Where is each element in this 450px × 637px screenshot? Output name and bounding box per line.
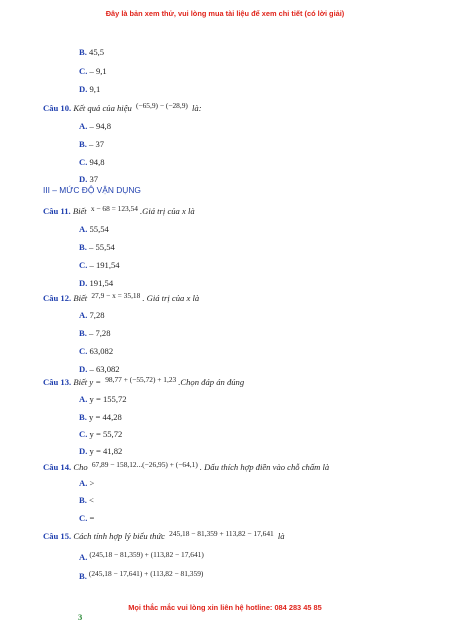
answer-option-a [79,121,111,131]
question-15 [43,531,285,541]
option-math: (245,18 − 81,359) + (113,82 − 17,641) [89,550,204,559]
option-text: 55,54 [87,224,109,234]
option-text: y = 55,72 [87,429,123,439]
question-label: Câu 11. [43,206,71,216]
option-label: A. [79,310,88,320]
question-text-end: là: [189,103,202,113]
question-math: 67,89 − 158,12...(−26,95) + (−64,1) [91,460,198,469]
option-text: 7,28 [87,310,105,320]
question-text: Biết y = [71,377,104,387]
question-text-end: .Giá trị của x là [139,206,195,216]
option-label: B. [79,328,87,338]
option-label: B. [79,47,87,57]
option-label: C. [79,429,88,439]
option-label: C. [79,513,88,523]
option-label: C. [79,66,88,76]
answer-option-d [79,364,120,374]
option-label: A. [79,121,88,131]
answer-option-d [79,278,113,288]
option-label: B. [79,412,87,422]
option-label: D. [79,174,88,184]
option-text: – 191,54 [87,260,120,270]
option-text: 94,8 [87,157,105,167]
option-text: – 7,28 [86,328,111,338]
question-text: Biết [70,206,89,216]
question-text: Biết [71,293,90,303]
hotline-footer: Mọi thắc mắc vui lòng xin liên hệ hotline: 084 283 45 85 [128,603,322,612]
section-title: III – MỨC ĐỘ VẬN DỤNG [43,185,141,195]
option-text: 9,1 [87,84,101,94]
question-text-end: . Dấu thích hợp điền vào chỗ chấm là [199,462,330,472]
answer-option-d [79,84,100,94]
question-label: Câu 15. [43,531,72,541]
question-label: Câu 12. [43,293,72,303]
option-text: – 9,1 [87,66,107,76]
option-label: D. [79,364,88,374]
option-label: C. [79,346,88,356]
question-math: 245,18 − 81,359 + 113,82 − 17,641 [169,529,274,538]
option-label: D. [79,278,88,288]
answer-option-a [79,224,109,234]
question-math: x − 68 = 123,54 [90,204,138,213]
answer-option-b [79,242,115,252]
option-label: A. [79,552,88,562]
question-label: Câu 13. [43,377,72,387]
option-text: y = 155,72 [87,394,127,404]
option-text: – 63,082 [87,364,120,374]
answer-option-c [79,260,120,270]
option-text: – 37 [86,139,105,149]
question-10 [43,103,202,113]
option-text: 37 [87,174,99,184]
answer-option-c [79,346,113,356]
question-label: Câu 10. [43,103,72,113]
question-13 [43,377,244,387]
option-text: – 94,8 [87,121,111,131]
answer-option-c [79,157,105,167]
preview-notice-header: Đây là bản xem thử, vui lòng mua tài liệu để xem chi tiết (có lời giải) [105,9,345,18]
question-11 [43,206,195,216]
option-label: B. [79,139,87,149]
option-label: C. [79,260,88,270]
question-text-end: . Giá trị của x là [142,293,200,303]
answer-option-b [79,328,111,338]
option-text: 63,082 [87,346,114,356]
answer-option-a [79,394,127,404]
answer-option-b [79,412,122,422]
question-text: Kết quả của hiệu [71,103,134,113]
question-text-end: là [275,531,285,541]
option-text: y = 44,28 [86,412,122,422]
question-14 [43,462,329,472]
answer-option-a [79,478,94,488]
option-text: < [86,495,94,505]
question-math: 27,9 − x = 35,18 [91,291,141,300]
question-text: Cách tính hợp lý biểu thức [71,531,168,541]
option-label: A. [79,394,88,404]
answer-option-b [79,47,104,57]
answer-option-c [79,66,107,76]
answer-option-a [79,310,105,320]
answer-option-b [79,571,205,581]
option-label: D. [79,84,88,94]
question-math: 98,77 + (−55,72) + 1,23 [105,375,177,384]
question-text: Cho [71,462,90,472]
answer-option-c [79,513,94,523]
option-text: 191,54 [87,278,114,288]
answer-option-c [79,429,122,439]
option-label: B. [79,571,87,581]
option-label: D. [79,446,88,456]
answer-option-b [79,495,94,505]
option-label: B. [79,242,87,252]
option-text: = [87,513,95,523]
option-text: > [87,478,95,488]
answer-option-a [79,552,206,562]
answer-option-d [79,174,98,184]
option-label: A. [79,224,88,234]
option-label: B. [79,495,87,505]
question-label: Câu 14. [43,462,72,472]
answer-option-b [79,139,104,149]
option-text: y = 41,82 [87,446,123,456]
option-math: (245,18 − 17,641) + (113,82 − 81,359) [88,569,204,578]
option-label: C. [79,157,88,167]
option-text: – 55,54 [86,242,115,252]
question-math: (−65,9) − (−28,9) [135,101,188,110]
option-text: 45,5 [86,47,105,57]
answer-option-d [79,446,122,456]
question-12 [43,293,199,303]
question-text-end: .Chọn đáp án đúng [178,377,245,387]
page-number: 3 [78,612,83,622]
option-label: A. [79,478,88,488]
